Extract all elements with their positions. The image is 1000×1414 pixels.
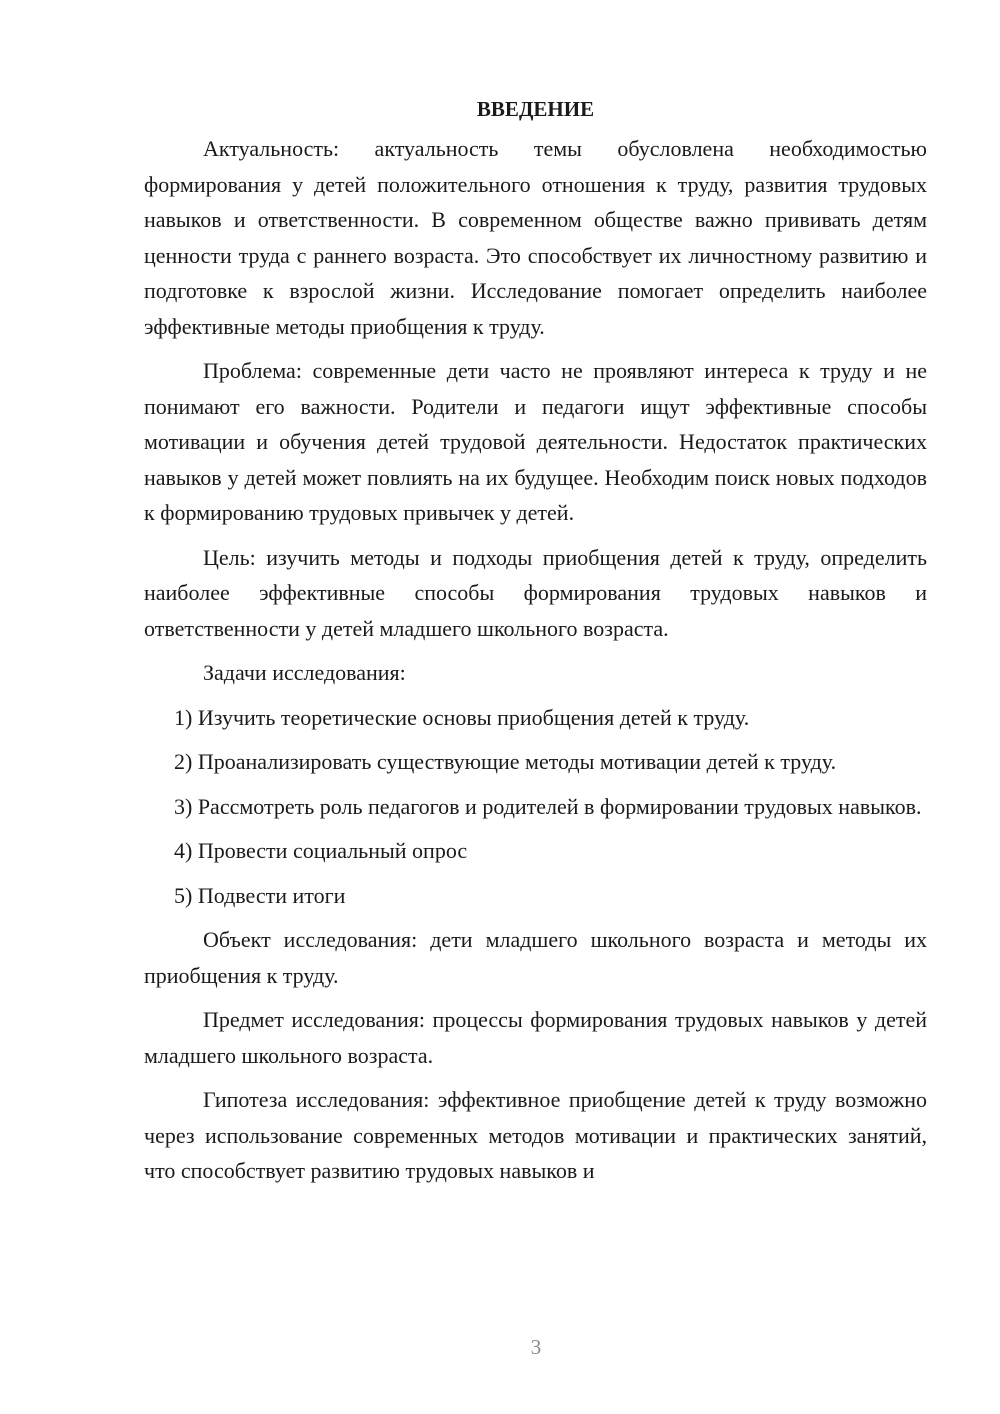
task-item-1: 1) Изучить теоретические основы приобщения детей к труду. bbox=[174, 704, 750, 730]
task-item-3: 3) Рассмотреть роль педагогов и родителей в формировании трудовых навыков. bbox=[174, 793, 922, 819]
page-title: ВВЕДЕНИЕ bbox=[476, 97, 595, 121]
task-item-5: 5) Подвести итоги bbox=[174, 882, 346, 908]
problem-paragraph: Проблема: современные дети часто не проявляют интереса к труду и не понимают его важности. Родители и педагоги ищут эффективные способы мотивации и обучения детей трудовой деятельности. Недостаток практических навыков у детей может повлиять на их будущее. Необходим поиск новых подходов к формированию трудовых привычек у детей. bbox=[144, 358, 927, 525]
task-item-2: 2) Проанализировать существующие методы мотивации детей к труду. bbox=[174, 749, 837, 774]
object-paragraph: Объект исследования: дети младшего школьного возраста и методы их приобщения к труду. bbox=[144, 927, 927, 988]
page-content bbox=[144, 92, 927, 1189]
task-item-4: 4) Провести социальный опрос bbox=[174, 838, 468, 863]
page-number: 3 bbox=[530, 1335, 542, 1359]
hypothesis-paragraph: Гипотеза исследования: эффективное приобщение детей к труду возможно через использование современных методов мотивации и практических занятий, что способствует развитию трудовых навыков и bbox=[144, 1087, 927, 1183]
tasks-heading: Задачи исследования: bbox=[203, 660, 406, 685]
subject-paragraph: Предмет исследования: процессы формирования трудовых навыков у детей младшего школьного возраста. bbox=[144, 1007, 927, 1068]
goal-paragraph: Цель: изучить методы и подходы приобщения детей к труду, определить наиболее эффективные способы формирования трудовых навыков и ответственности у детей младшего школьного возраста. bbox=[144, 544, 927, 641]
relevance-paragraph: Актуальность: актуальность темы обусловлена необходимостью формирования у детей положительного отношения к труду, развития трудовых навыков и ответственности. В современном обществе важно прививать детям ценности труда с раннего возраста. Это способствует их личностному развитию и подготовке к взрослой жизни. Исследование помогает определить наиболее эффективные методы приобщения к труду. bbox=[144, 136, 927, 339]
